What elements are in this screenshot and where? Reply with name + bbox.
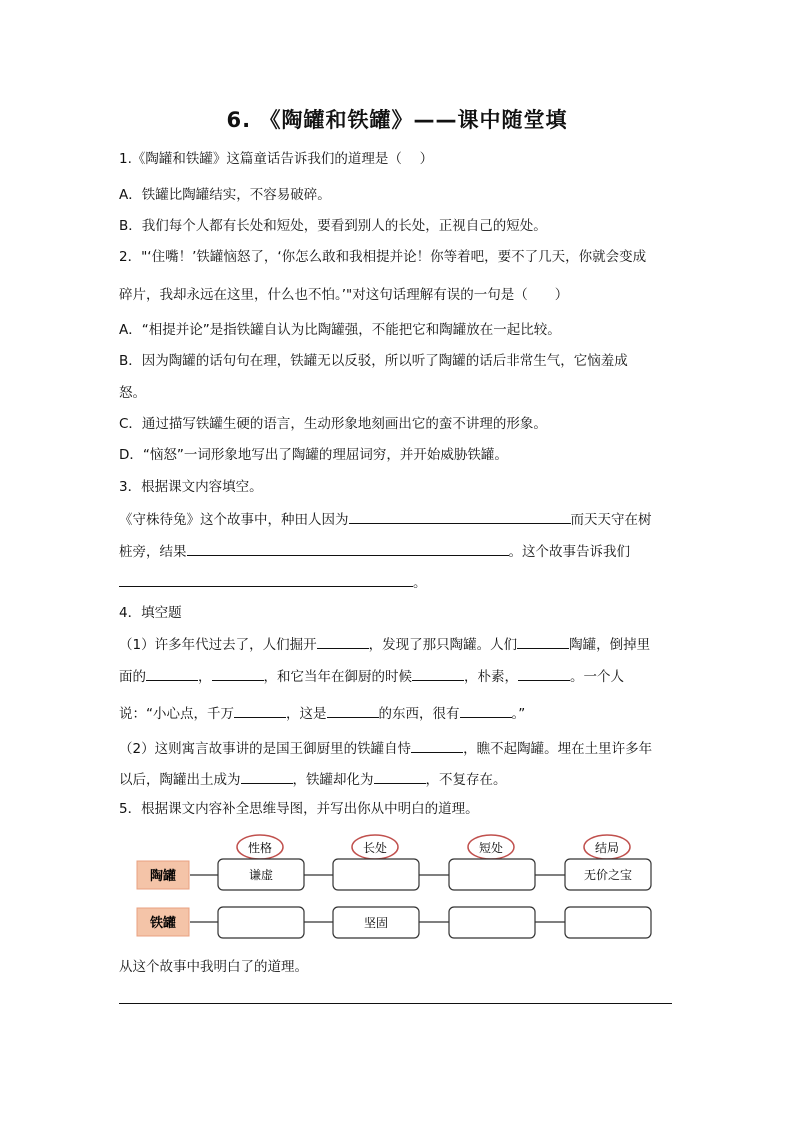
q3-text: 。这个故事告诉我们 xyxy=(508,544,630,560)
box-tieguan-jieju[interactable] xyxy=(565,907,651,938)
box-tieguan-xingge[interactable] xyxy=(218,907,304,938)
q4-text: （2）这则寓言故事讲的是国王御厨里的铁罐自恃 xyxy=(119,741,412,757)
q4-text: 以后，陶罐出土成为 xyxy=(119,772,241,788)
q4-text: 的东西，很有 xyxy=(378,706,460,722)
q3-text: 《守株待兔》这个故事中，种田人因为 xyxy=(119,512,349,528)
row-label-tieguan xyxy=(137,908,189,936)
q1-stem: 1.《陶罐和铁罐》这篇童话告诉我们的道理是（ ） xyxy=(119,151,434,167)
q4-text: （1）许多年代过去了，人们掘开 xyxy=(119,637,317,653)
q4-text: ，这是 xyxy=(286,706,327,722)
q2-option-b-line2: 怒。 xyxy=(119,385,146,401)
q5-answer-prompt: 从这个故事中我明白了的道理。 xyxy=(119,959,308,975)
q2-option-d: D．“恼怒”一词形象地写出了陶罐的理屈词穷，并开始威胁铁罐。 xyxy=(119,447,508,463)
header-changchu xyxy=(352,835,398,859)
q4-text: ，朴素， xyxy=(464,669,518,685)
row-label-taoguan xyxy=(137,861,189,889)
q4-text: ，铁罐却化为 xyxy=(292,772,374,788)
q1-option-a: A．铁罐比陶罐结实，不容易破碎。 xyxy=(119,187,331,203)
header-duanchu xyxy=(468,835,514,859)
q3-stem: 3．根据课文内容填空。 xyxy=(119,479,263,495)
header-xingge xyxy=(237,835,283,859)
box-tieguan-duanchu[interactable] xyxy=(449,907,535,938)
box-text: 坚固 xyxy=(363,916,389,930)
q4-text: 说：“小心点，千万 xyxy=(119,706,234,722)
q4-text: ， xyxy=(198,669,212,685)
q2-option-a: A．“相提并论”是指铁罐自认为比陶罐强，不能把它和陶罐放在一起比较。 xyxy=(119,322,561,338)
box-taoguan-xingge[interactable] xyxy=(218,859,304,890)
q4-text: ，不复存在。 xyxy=(425,772,507,788)
q3-text: 而天天守在树 xyxy=(570,512,652,528)
q3-text: 。 xyxy=(413,575,427,591)
q4-stem: 4．填空题 xyxy=(119,605,182,621)
q5-stem: 5．根据课文内容补全思维导图，并写出你从中明白的道理。 xyxy=(119,801,479,817)
answer-line[interactable] xyxy=(119,1003,672,1004)
row-label-text: 陶罐 xyxy=(149,869,177,884)
q4-text: 面的 xyxy=(119,669,146,685)
box-taoguan-duanchu[interactable] xyxy=(449,859,535,890)
header-label: 结局 xyxy=(594,841,620,855)
box-tieguan-changchu[interactable] xyxy=(333,907,419,938)
q2-stem-line1: 2．"‘住嘴！’铁罐恼怒了，‘你怎么敢和我相提并论！你等着吧，要不了几天，你就会变成 xyxy=(119,249,647,265)
box-text: 谦虚 xyxy=(248,868,274,882)
q4-text: ，和它当年在御厨的时候 xyxy=(263,669,412,685)
q4-text: ，发现了那只陶罐。人们 xyxy=(368,637,518,653)
page-title: 6. 《陶罐和铁罐》——课中随堂填 xyxy=(226,108,568,132)
q4-text: 。一个人 xyxy=(570,669,624,685)
header-label: 性格 xyxy=(247,841,273,855)
header-label: 长处 xyxy=(362,841,388,855)
q1-option-b: B．我们每个人都有长处和短处，要看到别人的长处，正视自己的短处。 xyxy=(119,218,547,234)
q2-option-c: C．通过描写铁罐生硬的语言，生动形象地刻画出它的蛮不讲理的形象。 xyxy=(119,416,547,432)
header-label: 短处 xyxy=(478,841,504,855)
box-taoguan-changchu[interactable] xyxy=(333,859,419,890)
q3-text: 桩旁，结果 xyxy=(119,544,187,560)
q2-option-b-line1: B．因为陶罐的话句句在理，铁罐无以反驳，所以听了陶罐的话后非常生气，它恼羞成 xyxy=(119,353,628,369)
box-taoguan-jieju[interactable] xyxy=(565,859,651,890)
row-label-text: 铁罐 xyxy=(149,916,177,931)
q2-stem-line2: 碎片，我却永远在这里，什么也不怕。’"对这句话理解有误的一句是（ ） xyxy=(119,287,569,303)
header-jieju xyxy=(584,835,630,859)
q4-text: 。” xyxy=(511,706,526,722)
box-text: 无价之宝 xyxy=(583,868,633,882)
q4-text: 陶罐，倒掉里 xyxy=(569,637,651,653)
q4-text: ，瞧不起陶罐。埋在土里许多年 xyxy=(463,741,653,757)
